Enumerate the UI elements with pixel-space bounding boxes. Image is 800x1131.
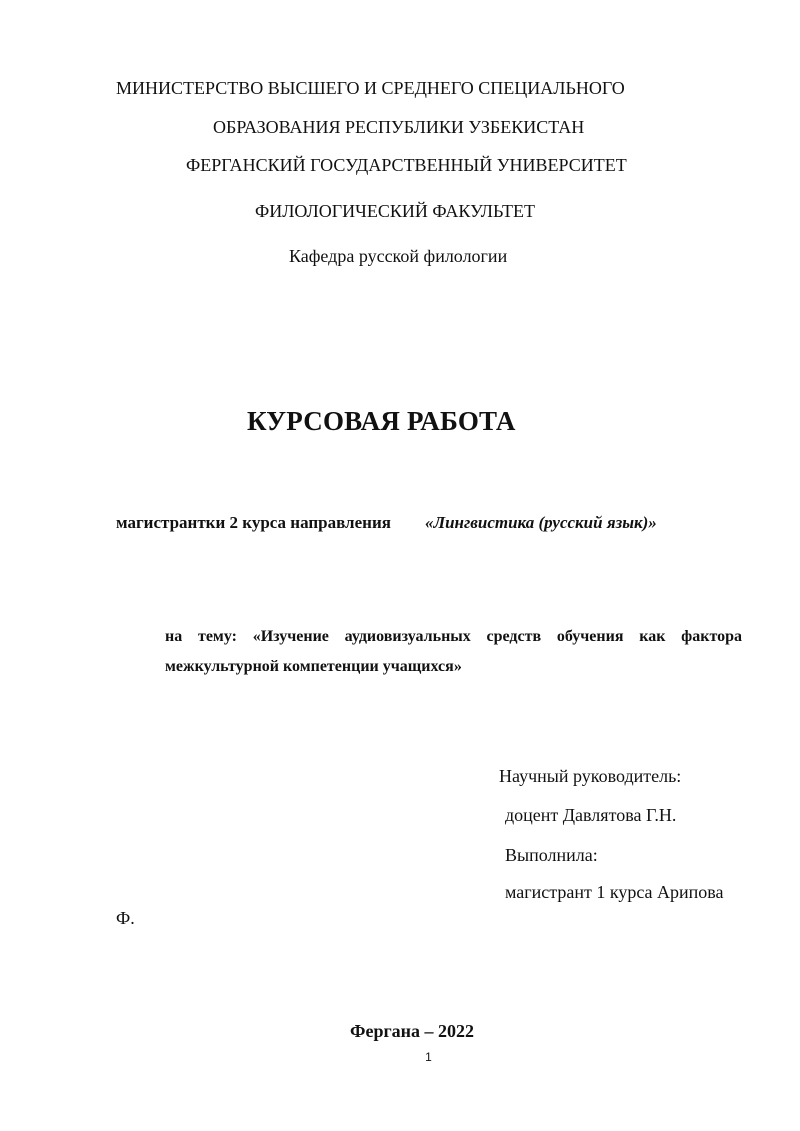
topic-line-1 bbox=[165, 622, 742, 652]
direction-program: «Лингвистика (русский язык)» bbox=[424, 513, 657, 532]
topic-text-line-2: межкультурной компетенции учащихся» bbox=[165, 658, 462, 675]
author-label: Выполнила: bbox=[505, 845, 598, 865]
document-title: КУРСОВАЯ РАБОТА bbox=[247, 406, 516, 436]
ministry-line-2: ОБРАЗОВАНИЯ РЕСПУБЛИКИ УЗБЕКИСТАН bbox=[213, 117, 585, 137]
topic-label: на тему: bbox=[165, 628, 237, 645]
direction-line bbox=[116, 512, 657, 534]
direction-prefix: магистрантки 2 курса направления bbox=[116, 513, 391, 532]
page-number: 1 bbox=[425, 1050, 432, 1064]
author-initial: Ф. bbox=[116, 908, 135, 928]
faculty-name: ФИЛОЛОГИЧЕСКИЙ ФАКУЛЬТЕТ bbox=[255, 201, 535, 221]
supervisor-label: Научный руководитель: bbox=[499, 766, 682, 786]
supervisor-name: доцент Давлятова Г.Н. bbox=[505, 805, 677, 825]
university-name: ФЕРГАНСКИЙ ГОСУДАРСТВЕННЫЙ УНИВЕРСИТЕТ bbox=[186, 155, 627, 175]
topic-text-line-1: «Изучение аудиовизуальных средств обучения как фактора bbox=[252, 628, 742, 645]
department-name: Кафедра русской филологии bbox=[289, 246, 508, 266]
city-year: Фергана – 2022 bbox=[350, 1021, 475, 1041]
topic-block bbox=[165, 622, 742, 682]
ministry-line-1: МИНИСТЕРСТВО ВЫСШЕГО И СРЕДНЕГО СПЕЦИАЛЬНОГО bbox=[116, 78, 625, 98]
author-name: магистрант 1 курса Арипова bbox=[505, 882, 724, 902]
